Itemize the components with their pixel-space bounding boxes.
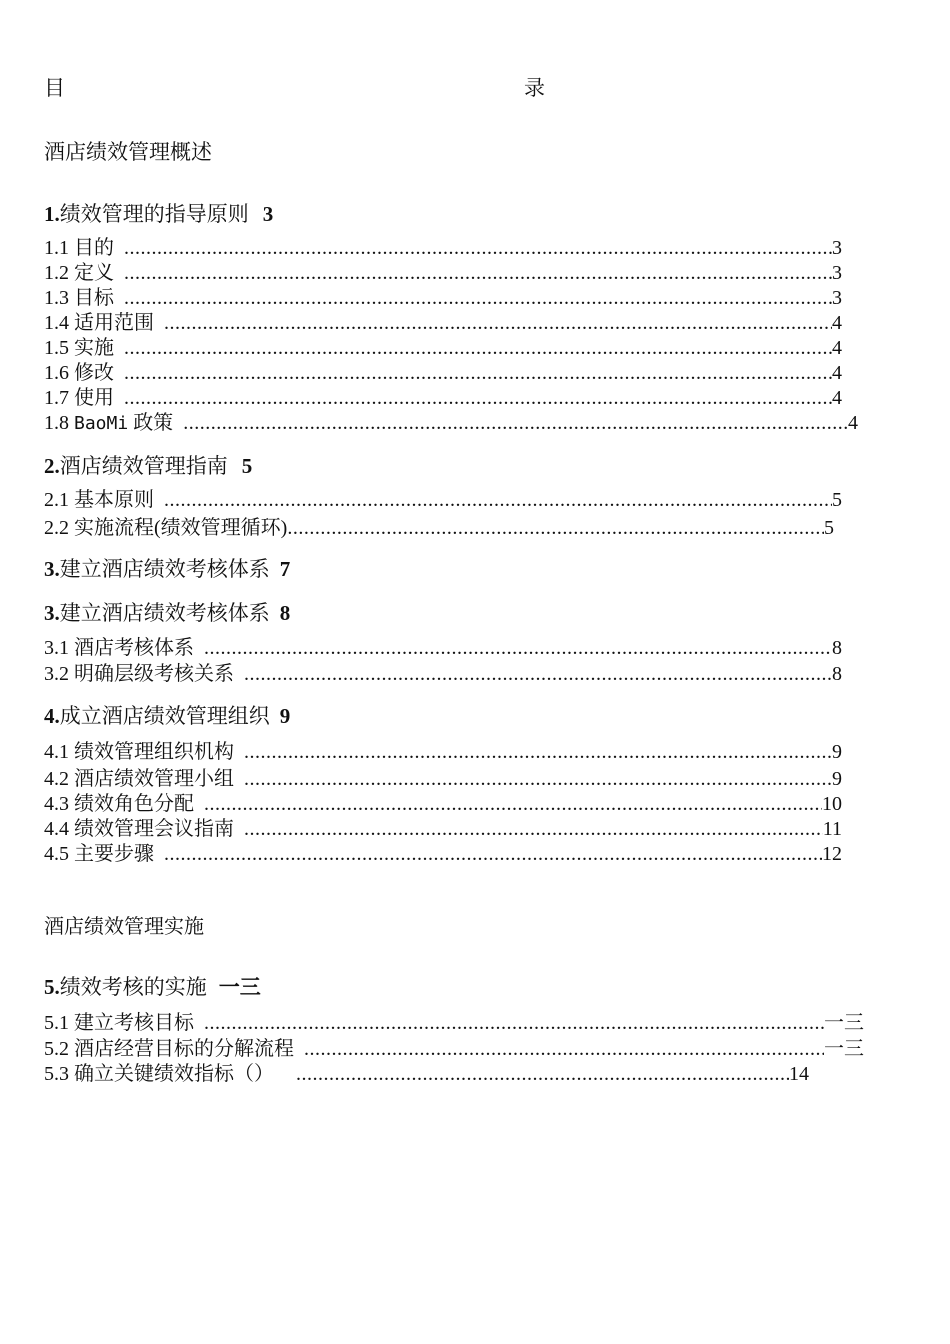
toc-title-right: 录 <box>524 76 545 100</box>
section-heading-2[interactable] <box>44 450 252 480</box>
toc-entry-4-5[interactable] <box>44 837 842 865</box>
entry-label: 1.5 实施 <box>44 337 114 359</box>
entry-page: 4 <box>832 312 842 334</box>
section-title: 酒店绩效管理指南 <box>59 454 228 478</box>
leader-dots <box>287 517 824 540</box>
entry-page: 一三 <box>824 1038 864 1060</box>
entry-label: 4.2 酒店绩效管理小组 <box>44 768 234 790</box>
part-heading-implementation: 酒店绩效管理实施 <box>44 914 204 938</box>
entry-label: 1.7 使用 <box>44 387 114 409</box>
section-heading-3a[interactable] <box>44 553 290 583</box>
section-page: 8 <box>279 601 291 625</box>
section-number: 1. <box>44 202 60 226</box>
entry-page: 4 <box>848 412 858 434</box>
entry-page: 3 <box>832 237 842 259</box>
toc-entry-1-8[interactable] <box>44 406 858 434</box>
toc-title-left: 目 <box>44 76 65 100</box>
section-title: 绩效管理的指导原则 <box>59 202 249 226</box>
section-number: 2. <box>44 454 60 478</box>
entry-page: 8 <box>832 663 842 685</box>
section-page: 3 <box>262 202 274 226</box>
entry-page: 8 <box>832 637 842 659</box>
entry-label: 4.5 主要步骤 <box>44 843 154 865</box>
entry-page: 12 <box>822 843 842 865</box>
leader-dots <box>296 1063 789 1086</box>
section-number: 5. <box>44 975 60 999</box>
leader-dots <box>244 663 832 686</box>
entry-page: 4 <box>832 387 842 409</box>
toc-entry-2-2[interactable] <box>44 511 834 539</box>
entry-page: 一三 <box>824 1012 864 1034</box>
entry-label: 2.2 实施流程(绩效管理循环) <box>44 517 288 539</box>
entry-label: 1.6 修改 <box>44 362 114 384</box>
entry-label: 3.2 明确层级考核关系 <box>44 663 234 685</box>
toc-entry-5-1[interactable] <box>44 1006 864 1034</box>
toc-entry-1-2[interactable] <box>44 256 842 284</box>
section-title: 建立酒店绩效考核体系 <box>59 601 270 625</box>
entry-page: 3 <box>832 262 842 284</box>
section-page: 7 <box>279 557 291 581</box>
section-title: 绩效考核的实施 <box>59 975 207 999</box>
entry-page: 10 <box>822 793 842 815</box>
entry-page: 5 <box>824 517 834 539</box>
entry-label: 4.4 绩效管理会议指南 <box>44 818 234 840</box>
entry-page: 4 <box>832 337 842 359</box>
entry-page: 9 <box>832 741 842 763</box>
toc-entry-3-2[interactable] <box>44 657 842 685</box>
toc-entry-4-1[interactable] <box>44 735 842 763</box>
entry-label: 1.3 目标 <box>44 287 114 309</box>
section-page: 9 <box>279 704 291 728</box>
entry-page: 9 <box>832 768 842 790</box>
toc-entry-1-6[interactable] <box>44 356 842 384</box>
leader-dots <box>164 843 822 866</box>
section-page: 一三 <box>218 975 261 999</box>
section-number: 3. <box>44 557 60 581</box>
entry-page: 14 <box>789 1063 809 1085</box>
toc-entry-5-3[interactable] <box>44 1057 809 1085</box>
leader-dots <box>164 489 832 512</box>
section-page: 5 <box>241 454 253 478</box>
entry-label: 5.1 建立考核目标 <box>44 1012 194 1034</box>
section-heading-3b[interactable] <box>44 597 290 627</box>
toc-entry-4-3[interactable] <box>44 787 842 815</box>
toc-entry-1-4[interactable] <box>44 306 842 334</box>
entry-label: 4.1 绩效管理组织机构 <box>44 741 234 763</box>
entry-label: 1.1 目的 <box>44 237 114 259</box>
toc-entry-1-5[interactable] <box>44 331 842 359</box>
toc-entry-5-2[interactable] <box>44 1032 864 1060</box>
section-heading-4[interactable] <box>44 700 290 730</box>
toc-entry-1-7[interactable] <box>44 381 842 409</box>
entry-label: 1.2 定义 <box>44 262 114 284</box>
toc-entry-3-1[interactable] <box>44 631 842 659</box>
toc-entry-1-1[interactable] <box>44 231 842 259</box>
leader-dots <box>244 741 832 764</box>
section-number: 4. <box>44 704 60 728</box>
entry-label: 1.4 适用范围 <box>44 312 154 334</box>
entry-label: 5.2 酒店经营目标的分解流程 <box>44 1038 294 1060</box>
entry-label: 1.8 BaoMi 政策 <box>44 412 174 434</box>
toc-entry-2-1[interactable] <box>44 483 842 511</box>
section-heading-5[interactable] <box>44 971 261 1001</box>
section-title: 成立酒店绩效管理组织 <box>59 704 270 728</box>
part-heading-overview: 酒店绩效管理概述 <box>44 140 212 164</box>
entry-label: 3.1 酒店考核体系 <box>44 637 194 659</box>
section-heading-1[interactable] <box>44 198 273 228</box>
toc-entry-1-3[interactable] <box>44 281 842 309</box>
entry-label: 2.1 基本原则 <box>44 489 154 511</box>
entry-page: 4 <box>832 362 842 384</box>
toc-entry-4-2[interactable] <box>44 762 842 790</box>
entry-page: 11 <box>822 818 842 840</box>
toc-entry-4-4[interactable] <box>44 812 842 840</box>
entry-label: 4.3 绩效角色分配 <box>44 793 194 815</box>
entry-page: 3 <box>832 287 842 309</box>
leader-dots <box>183 412 848 435</box>
section-number: 3. <box>44 601 60 625</box>
section-title: 建立酒店绩效考核体系 <box>59 557 270 581</box>
entry-page: 5 <box>832 489 842 511</box>
entry-label: 5.3 确立关键绩效指标（） <box>44 1063 274 1085</box>
